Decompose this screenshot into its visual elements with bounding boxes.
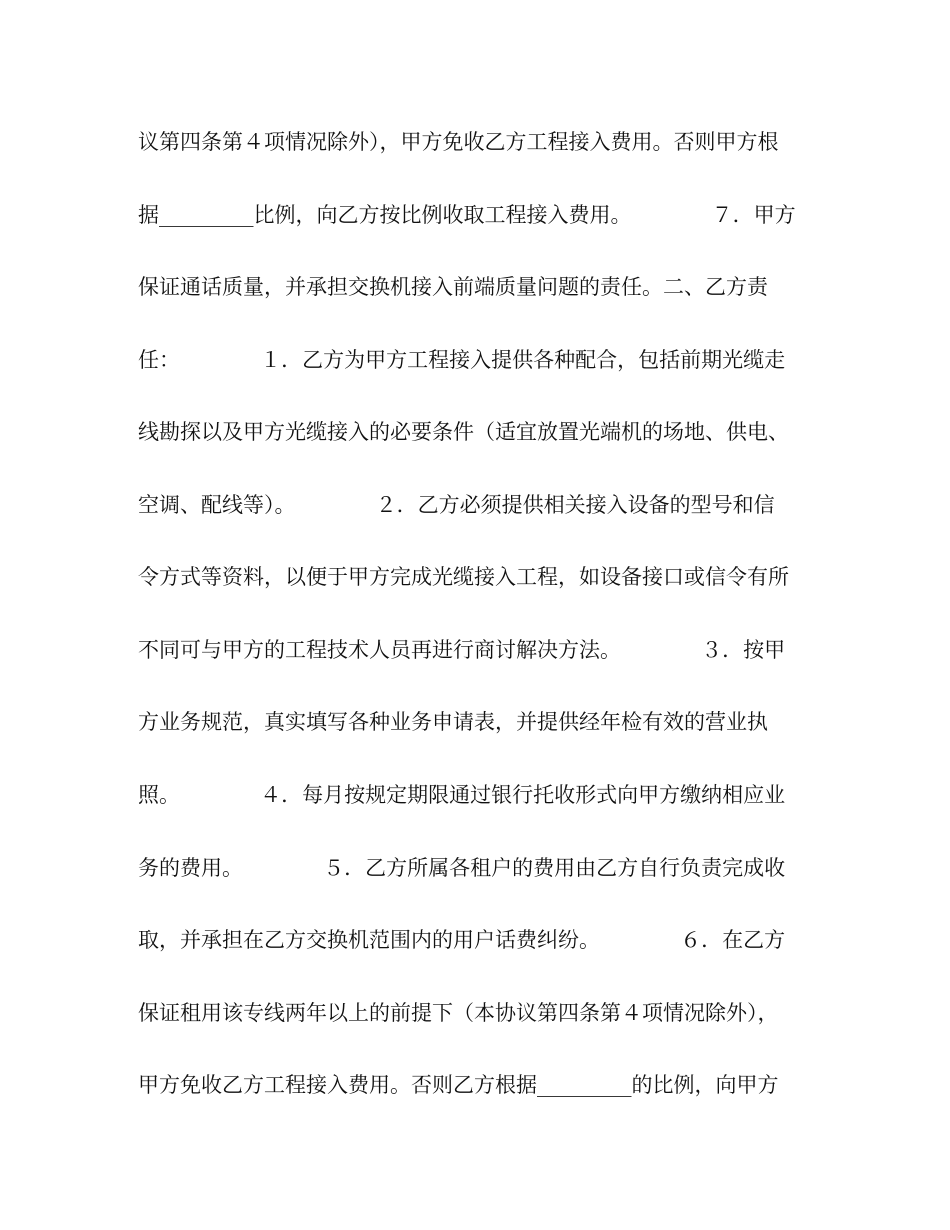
text-line-6: 空调、配线等）。 ２．乙方必须提供相关接入设备的型号和信 xyxy=(138,493,775,517)
text-line-10: 照。 ４．每月按规定期限通过银行托收形式向甲方缴纳相应业 xyxy=(138,783,786,807)
text-line-5: 线勘探以及甲方光缆接入的必要条件（适宜放置光端机的场地、供电、 xyxy=(138,420,789,444)
text-line-8: 不同可与甲方的工程技术人员再进行商讨解决方法。 ３．按甲 xyxy=(138,638,786,662)
text-line-14: 甲方免收乙方工程接入费用。否则乙方根据_________的比例，向甲方 xyxy=(138,1073,779,1097)
text-line-13: 保证租用该专线两年以上的前提下（本协议第四条第４项情况除外）， xyxy=(138,1001,779,1025)
text-line-2: 据_________比例，向乙方按比例收取工程接入费用。 ７．甲方 xyxy=(138,203,796,227)
text-line-11: 务的费用。 ５．乙方所属各租户的费用由乙方自行负责完成收 xyxy=(138,856,786,880)
text-line-12: 取，并承担在乙方交换机范围内的用户话费纠纷。 ６．在乙方 xyxy=(138,928,786,952)
text-line-9: 方业务规范，真实填写各种业务申请表，并提供经年检有效的营业执 xyxy=(138,710,768,734)
text-line-3: 保证通话质量，并承担交换机接入前端质量问题的责任。二、乙方责 xyxy=(138,275,768,299)
text-line-7: 令方式等资料，以便于甲方完成光缆接入工程，如设备接口或信令有所 xyxy=(138,565,789,589)
text-line-4: 任： １．乙方为甲方工程接入提供各种配合，包括前期光缆走 xyxy=(138,348,786,372)
text-line-1: 议第四条第４项情况除外），甲方免收乙方工程接入费用。否则甲方根 xyxy=(138,130,779,154)
